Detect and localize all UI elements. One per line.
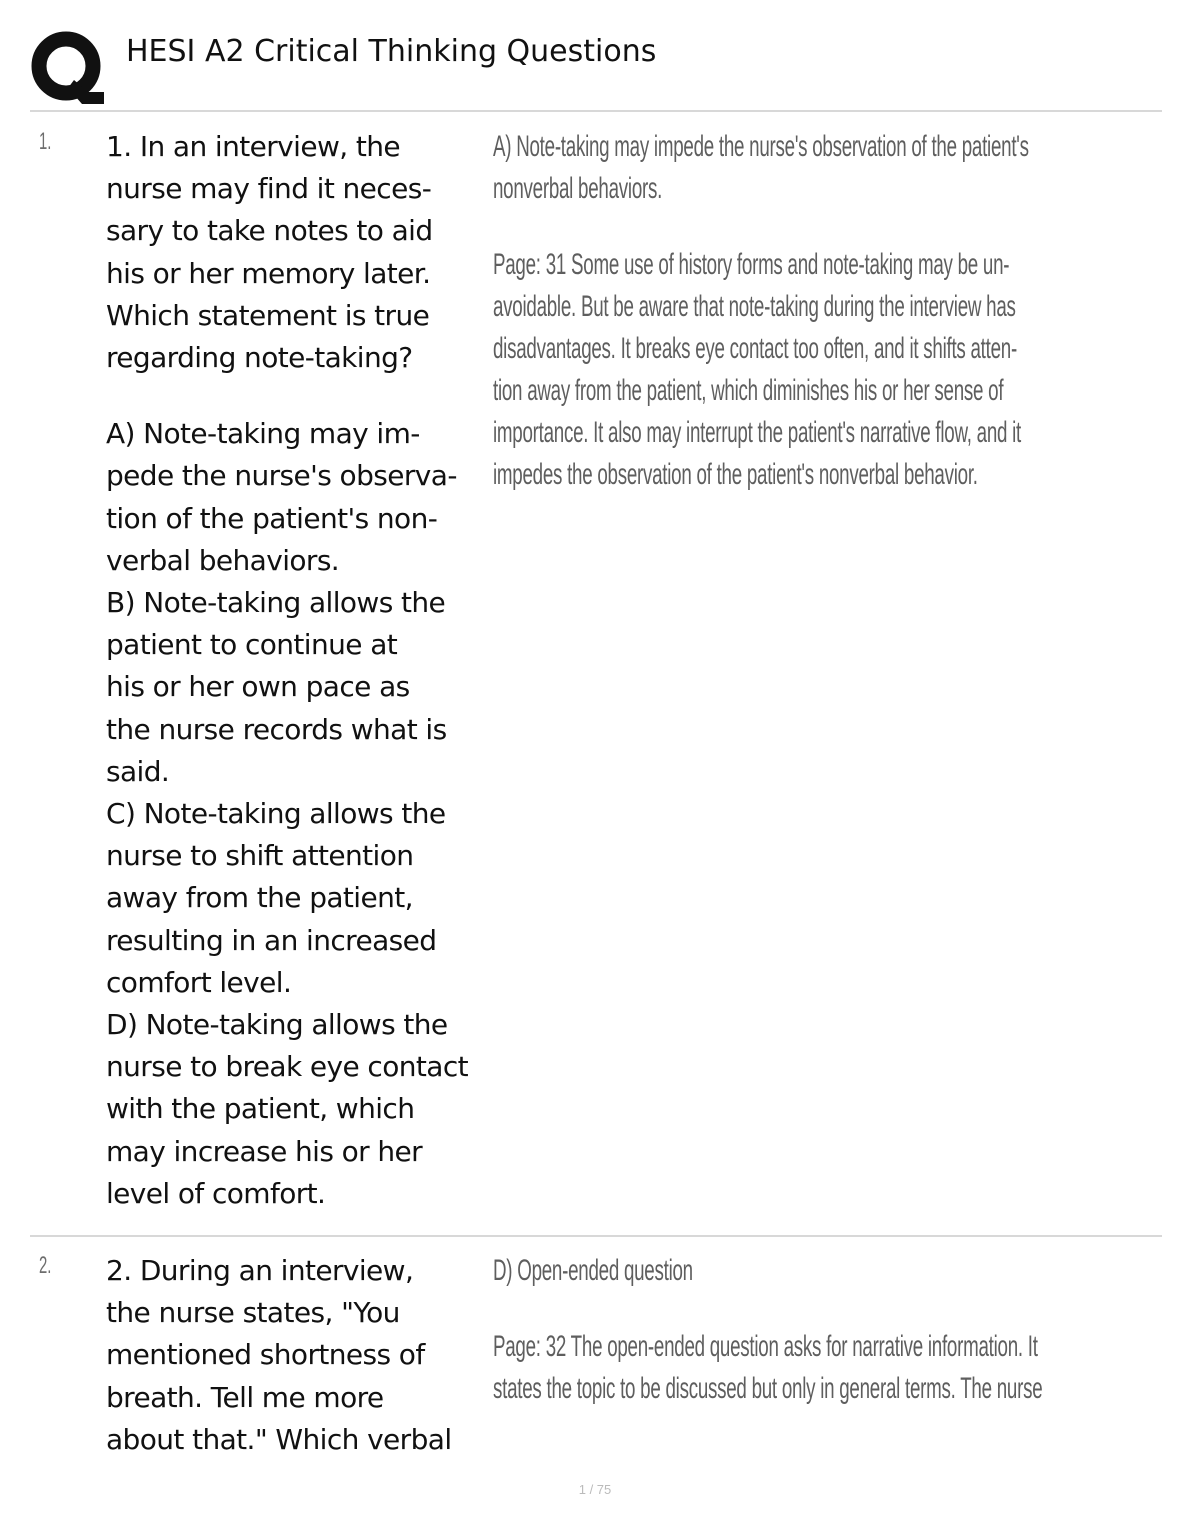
question-text: 2. During an interview, the nurse states, "You mentioned shortness of breath. Tell me more about that." Which verbal xyxy=(106,1254,452,1456)
card-term xyxy=(106,126,486,1215)
answer-options: A) Note-taking may im- pede the nurse's observa- tion of the patient's non- verbal behaviors. B) Note-taking allows the patient to continue at his or her own pace as the nurse records what is said. C) Note-taking allows the nurse to shift attention away from the patient, resulting in an increased comfort level. D) Note-taking allows the nurse to break eye contact with the patient, which may increase his or her level of comfort. xyxy=(106,417,469,1210)
page-header xyxy=(0,0,1190,112)
card-definition xyxy=(493,126,1162,496)
card-term xyxy=(106,1250,486,1461)
correct-answer: A) Note-taking may impede the nurse's observation of the patient's nonverbal behaviors. xyxy=(493,130,1029,205)
rationale-text: Page: 32 The open-ended question asks for narrative information. It states the topic to be discussed but only in general terms. The nurse xyxy=(493,1330,1043,1405)
card-definition xyxy=(493,1250,1162,1410)
quizlet-q-logo-icon xyxy=(30,30,106,106)
card-divider xyxy=(30,1235,1162,1237)
correct-answer: D) Open-ended question xyxy=(493,1254,693,1287)
rationale-text: Page: 31 Some use of history forms and note-taking may be un- avoidable. But be aware that note-taking during the interview has disadvantages. It breaks eye contact too often, and it shifts atten- tion away from the patient, which diminishes his or her sense of importance. It also may interrupt the patient's narrative flow, and it impedes the observation of the patient's nonverbal behavior. xyxy=(493,248,1022,491)
card-number: 1. xyxy=(39,128,52,155)
header-divider xyxy=(30,110,1162,112)
card-number: 2. xyxy=(39,1252,52,1279)
document-title: HESI A2 Critical Thinking Questions xyxy=(126,34,657,69)
page-indicator: 1 / 75 xyxy=(578,1482,612,1497)
question-text: 1. In an interview, the nurse may find it neces- sary to take notes to aid his or her memory later. Which statement is true regarding note-taking? xyxy=(106,130,433,375)
